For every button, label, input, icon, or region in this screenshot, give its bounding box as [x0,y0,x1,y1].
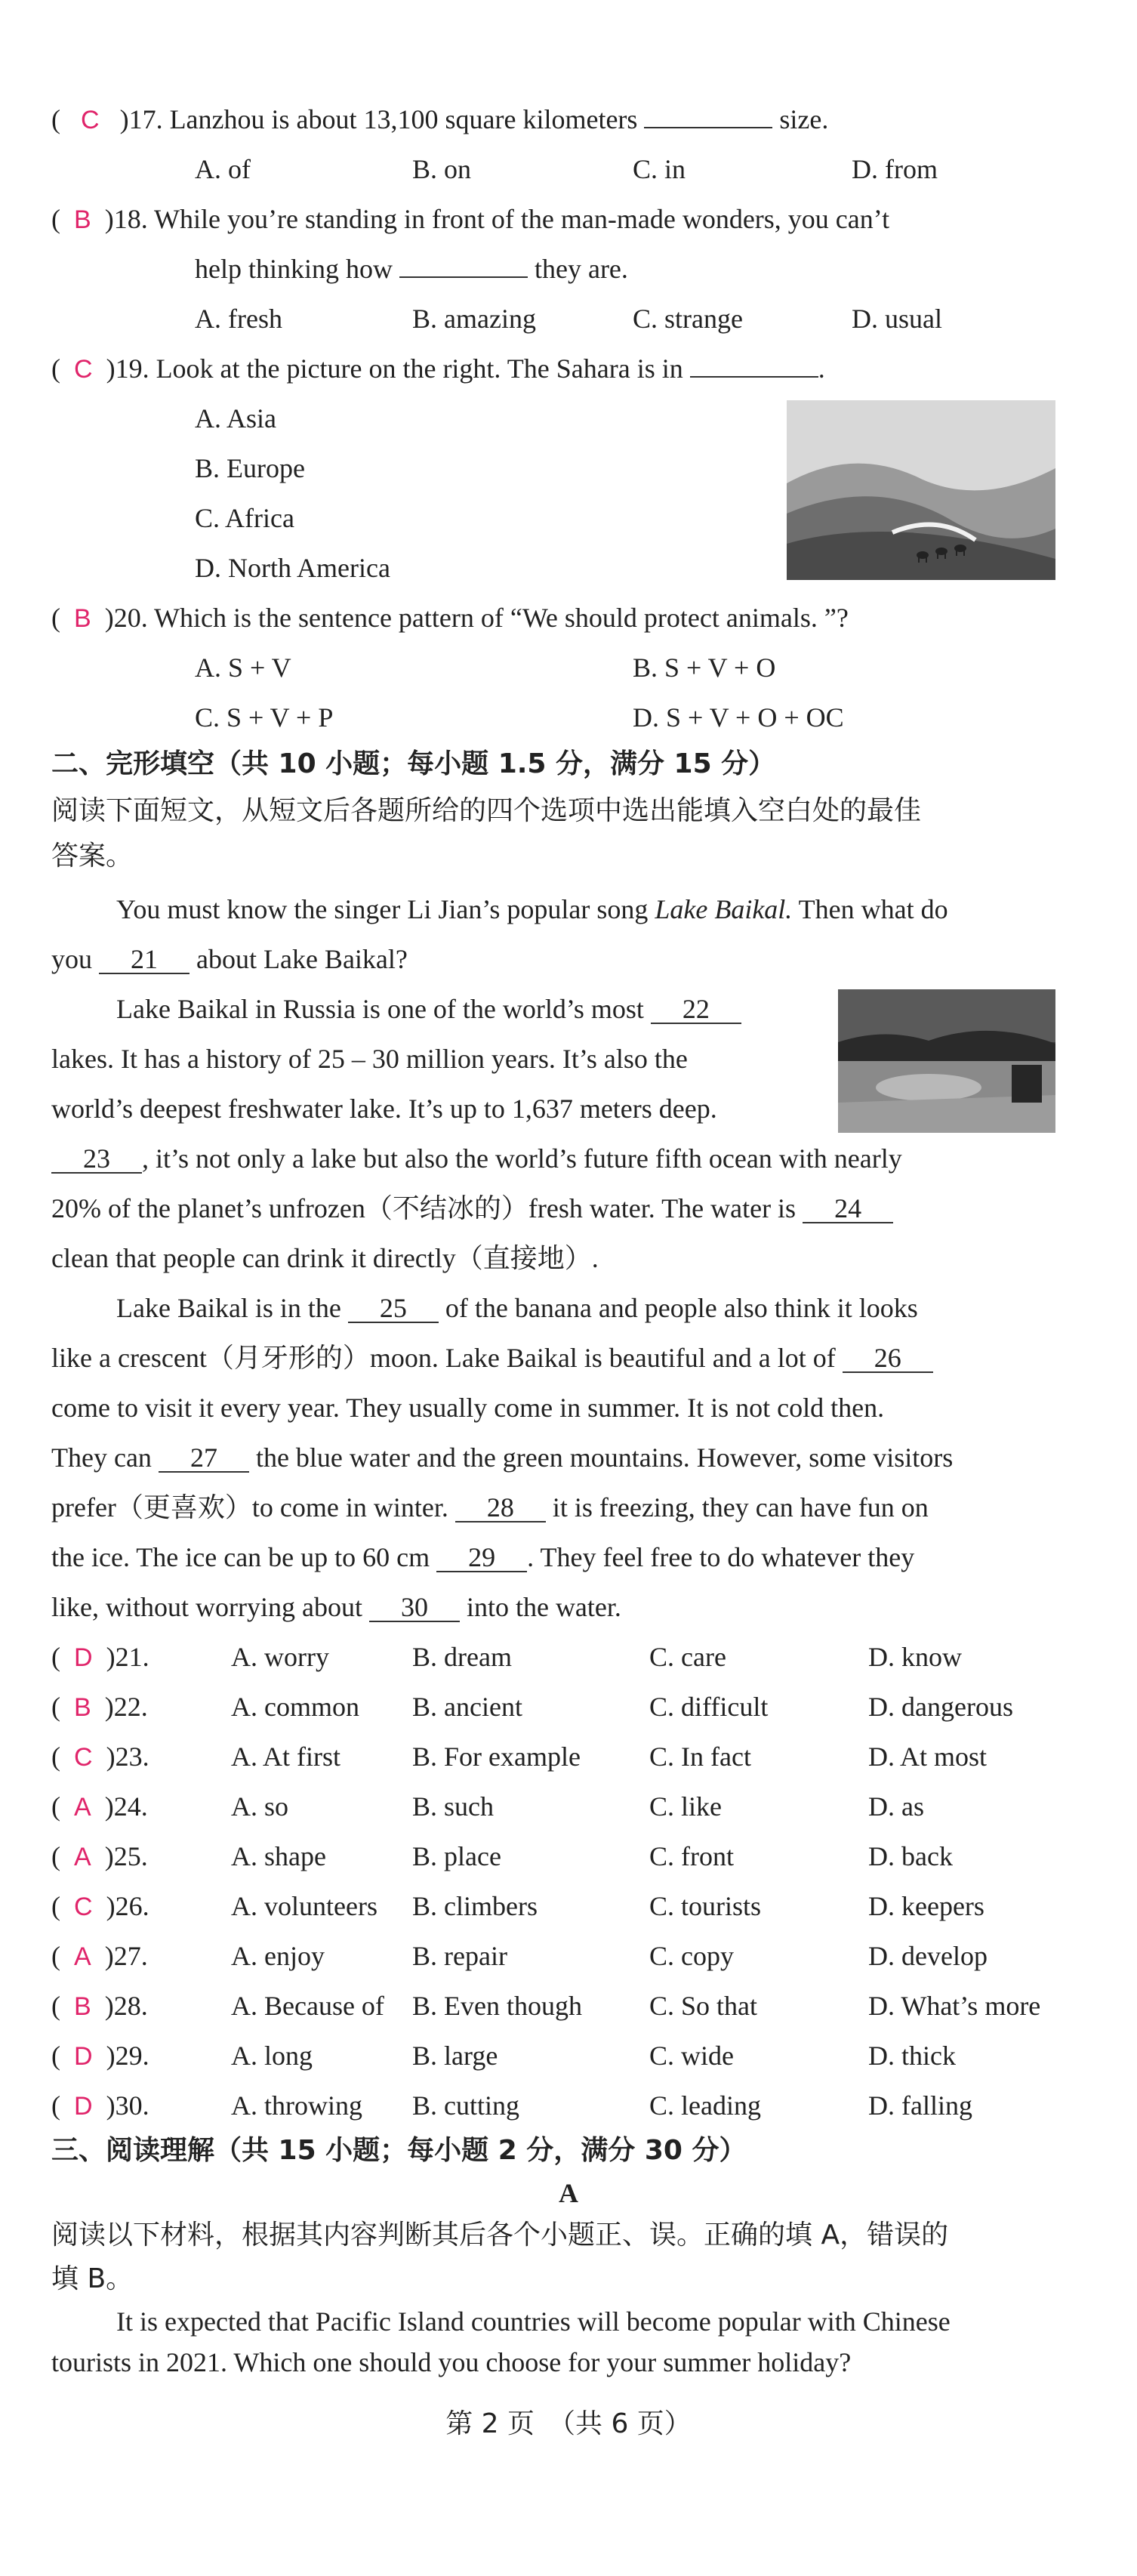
option-19-d: D. North America [195,553,390,583]
passage-text: They can [51,1442,152,1473]
paren-open: ( [51,1791,60,1822]
question-stem: help thinking how [195,254,393,284]
cloze-option: A. At first [231,1741,341,1772]
answer-mark: C [74,1743,93,1772]
cloze-option: A. common [231,1692,359,1722]
paren-close: ) [104,1791,114,1822]
paren-close: ) [104,1841,114,1871]
option-20-b: B. S + V + O [633,652,776,683]
cloze-option: C. wide [649,2041,734,2071]
passage-text: into the water. [466,1592,621,1622]
paren-open: ( [51,1991,60,2021]
cloze-option: D. What’s more [868,1991,1041,2021]
cloze-option: A. worry [231,1642,329,1672]
option-20-d: D. S + V + O + OC [633,702,844,733]
option-19-a: A. Asia [195,403,276,433]
option-18-a: A. fresh [195,304,282,334]
desert-dunes-illustration [787,400,1055,580]
passage-text: 20% of the planet’s unfrozen（不结冰的）fresh water. The water is [51,1193,797,1223]
cloze-option: C. leading [649,2090,761,2121]
question-number: 26 [115,1891,143,1921]
answer-mark: A [74,1793,91,1822]
passage-line [116,992,741,1026]
answer-mark: B [74,604,91,633]
paren-open: ( [51,2041,60,2071]
cloze-option: D. falling [868,2090,972,2121]
option-19-c: C. Africa [195,503,294,533]
passage-line [51,942,408,976]
answer-mark: A [74,1843,91,1871]
passage-line [51,1541,914,1574]
answer-mark: A [74,1942,91,1971]
option-17-b: B. on [412,154,472,184]
reading-passage-line: tourists in 2021. Which one should you choose for your summer holiday? [51,2347,852,2377]
cloze-blank-22[interactable]: 22 [651,995,741,1024]
passage-text: about Lake Baikal? [196,944,408,974]
cloze-option: D. dangerous [868,1692,1013,1722]
question-19: ( C )19. Look at the picture on the right. The Sahara is in . [51,353,825,384]
paren-open: ( [51,1741,60,1772]
passage-text: you [51,944,92,974]
cloze-option: A. shape [231,1841,326,1871]
question-stem: Lanzhou is about 13,100 square kilometers [169,104,638,134]
cloze-option: D. as [868,1791,924,1822]
paren-open: ( [51,2090,60,2121]
question-number: 21 [115,1642,143,1672]
passage-line [51,1192,893,1225]
answer-mark: B [74,205,91,234]
cloze-blank-30[interactable]: 30 [369,1593,460,1622]
paren-open: ( [51,1841,60,1871]
question-number: 23 [115,1741,143,1772]
question-18-line2 [195,252,628,285]
answer-mark: C [74,1893,93,1921]
cloze-option: A. volunteers [231,1891,377,1921]
passage-text: of the banana and people also think it looks [445,1293,918,1323]
cloze-question-row: ( D )29. [51,2041,149,2071]
cloze-question-row: ( A )25. [51,1841,148,1871]
section-2-instruction: 阅读下面短文，从短文后各题所给的四个选项中选出能填入空白处的最佳 [51,795,922,826]
question-number: 19 [115,353,143,384]
cloze-option: B. dream [412,1642,512,1672]
cloze-option: C. front [649,1841,734,1871]
question-number: 29 [115,2041,143,2071]
passage-text: . They feel free to do whatever they [527,1542,915,1572]
question-number: 22 [113,1692,141,1722]
question-number: 27 [113,1941,141,1971]
paren-close: ) [104,1692,114,1722]
option-17-a: A. of [195,154,251,184]
answer-mark: B [74,1992,91,2021]
cloze-option: C. care [649,1642,726,1672]
passage-text: , it’s not only a lake but also the world’s future fifth ocean with nearly [142,1143,902,1174]
passage-text: prefer（更喜欢）to come in winter. [51,1492,448,1522]
cloze-option: D. back [868,1841,953,1871]
passage-text: it is freezing, they can have fun on [552,1492,929,1522]
option-17-c: C. in [633,154,686,184]
paren-close: ) [106,2041,116,2071]
answer-mark: D [74,2092,93,2121]
passage-text: the ice. The ice can be up to 60 cm [51,1542,430,1572]
cloze-blank-21[interactable]: 21 [99,946,190,974]
paren-close: ) [119,104,129,134]
passage-line [51,1441,953,1474]
cloze-option: D. keepers [868,1891,984,1921]
cloze-question-row: ( B )22. [51,1692,148,1722]
question-stem-end: size. [779,104,829,134]
paren-close: ) [104,1941,114,1971]
section-3-instruction: 阅读以下材料，根据其内容判断其后各个小题正、误。正确的填 A，错误的 [51,2220,949,2251]
passage-text: You must know the singer Li Jian’s popular song [116,894,649,924]
passage-line: come to visit it every year. They usually come in summer. It is not cold then. [51,1393,885,1423]
passage-line [51,1142,902,1175]
question-number: 24 [113,1791,141,1822]
cloze-option: C. tourists [649,1891,762,1921]
question-18: ( B )18. While you’re standing in front of the man-made wonders, you can’t [51,204,890,234]
passage-text: the blue water and the green mountains. However, some visitors [255,1442,954,1473]
passage-text: like a crescent（月牙形的）moon. Lake Baikal is beautiful and a lot of [51,1343,836,1373]
passage-text: like, without worrying about [51,1592,362,1622]
passage-text: Then what do [798,894,948,924]
cloze-blank-27[interactable]: 27 [159,1444,249,1473]
cloze-option: B. ancient [412,1692,522,1722]
subsection-a-title: A [559,2178,578,2208]
cloze-blank-24[interactable]: 24 [803,1195,893,1223]
cloze-option: B. such [412,1791,494,1822]
passage-text: Lake Baikal is in the [116,1293,341,1323]
passage-line: lakes. It has a history of 25 – 30 million years. It’s also the [51,1044,688,1074]
question-number: 30 [115,2090,143,2121]
question-stem: While you’re standing in front of the man-made wonders, you can’t [154,204,890,234]
paren-open: ( [51,104,60,134]
cloze-option: C. like [649,1791,722,1822]
paren-open: ( [51,1642,60,1672]
cloze-blank-25[interactable]: 25 [348,1294,439,1323]
question-number: 17 [128,104,156,134]
cloze-option: B. cutting [412,2090,519,2121]
page-footer: 第 2 页 （共 6 页） [445,2408,692,2439]
passage-line [51,1341,933,1374]
paren-close: ) [106,2090,116,2121]
cloze-question-row: ( D )30. [51,2090,149,2121]
paren-close: ) [106,1642,116,1672]
option-20-a: A. S + V [195,652,291,683]
cloze-option: D. develop [868,1941,988,1971]
lake-landscape-illustration [838,989,1055,1133]
cloze-question-row: ( C )23. [51,1741,149,1772]
cloze-question-row: ( A )27. [51,1941,148,1971]
cloze-question-row: ( A )24. [51,1791,148,1822]
cloze-option: A. long [231,2041,313,2071]
option-18-d: D. usual [852,304,942,334]
question-number: 28 [113,1991,141,2021]
question-stem-end: . [818,353,825,384]
option-17-d: D. from [852,154,938,184]
cloze-question-row: ( B )28. [51,1991,148,2021]
question-number: 25 [113,1841,141,1871]
cloze-option: B. climbers [412,1891,538,1921]
answer-mark: B [74,1693,91,1722]
passage-line [116,1291,918,1325]
paren-close: ) [104,1991,114,2021]
cloze-option: D. thick [868,2041,956,2071]
answer-mark: C [74,355,93,384]
cloze-option: A. so [231,1791,289,1822]
cloze-option: B. For example [412,1741,581,1772]
cloze-blank-28[interactable]: 28 [455,1494,546,1522]
cloze-option: B. large [412,2041,498,2071]
answer-mark: D [74,1643,93,1672]
lake-baikal-photo [838,989,1055,1133]
passage-line [51,1590,621,1624]
section-2-instruction-cont: 答案。 [51,841,134,872]
question-17: ( C )17. Lanzhou is about 13,100 square kilometers size. [51,104,829,134]
cloze-blank-29[interactable]: 29 [436,1544,527,1572]
passage-text: Lake Baikal in Russia is one of the world’s most [116,994,644,1024]
cloze-option: C. So that [649,1991,758,2021]
passage-line [51,1491,929,1524]
passage-line [116,893,948,926]
question-stem: Which is the sentence pattern of “We should protect animals. ”? [154,603,849,633]
cloze-option: C. copy [649,1941,734,1971]
cloze-option: A. throwing [231,2090,362,2121]
cloze-option: A. enjoy [231,1941,325,1971]
cloze-option: C. In fact [649,1741,751,1772]
paren-close: ) [106,1891,116,1921]
option-18-b: B. amazing [412,304,536,334]
cloze-blank-23[interactable]: 23 [51,1145,142,1174]
question-stem-end: they are. [534,254,628,284]
cloze-option: D. know [868,1642,962,1672]
option-20-c: C. S + V + P [195,702,334,733]
section-2-heading: 二、完形填空（共 10 小题；每小题 1.5 分，满分 15 分） [51,748,776,779]
question-number: 18 [113,204,141,234]
question-20: ( B )20. Which is the sentence pattern of “We should protect animals. ”? [51,603,849,633]
cloze-option: B. Even though [412,1991,582,2021]
paren-open: ( [51,1941,60,1971]
section-3-heading: 三、阅读理解（共 15 小题；每小题 2 分，满分 30 分） [51,2135,747,2166]
reading-passage-line: It is expected that Pacific Island countries will become popular with Chinese [116,2306,951,2337]
answer-blank[interactable] [399,276,528,278]
cloze-blank-26[interactable]: 26 [843,1344,933,1373]
cloze-option: A. Because of [231,1991,384,2021]
paren-open: ( [51,1891,60,1921]
passage-line: world’s deepest freshwater lake. It’s up to 1,637 meters deep. [51,1094,717,1124]
cloze-question-row: ( C )26. [51,1891,149,1921]
cloze-option: B. repair [412,1941,507,1971]
sahara-desert-photo [787,400,1055,580]
paren-open: ( [51,1692,60,1722]
option-19-b: B. Europe [195,453,305,483]
answer-blank[interactable] [690,376,818,378]
cloze-question-row: ( D )21. [51,1642,149,1672]
cloze-option: B. place [412,1841,501,1871]
cloze-option: D. At most [868,1741,988,1772]
answer-blank[interactable] [644,127,772,128]
answer-mark: D [74,2042,93,2071]
option-18-c: C. strange [633,304,743,334]
question-number: 20 [113,603,141,633]
paren-close: ) [106,1741,116,1772]
cloze-option: C. difficult [649,1692,769,1722]
passage-line: clean that people can drink it directly（直接地）. [51,1243,599,1273]
song-title: Lake Baikal. [655,894,793,924]
question-stem: Look at the picture on the right. The Sahara is in [156,353,683,384]
answer-mark: C [81,106,100,134]
section-3-instruction-cont: 填 B。 [51,2263,134,2294]
